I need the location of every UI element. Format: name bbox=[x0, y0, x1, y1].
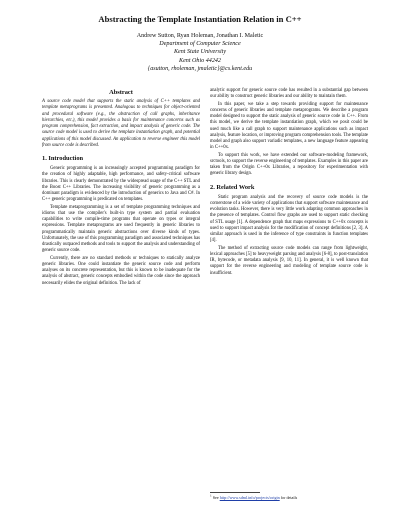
intro-paragraph-5: To support this work, we have extended our software-modeling framework, srctools, to support the reverse engineering of templates. Examples in this paper are taken from the Origin C++0x Libraries, a repository for experimentation with generic library design. bbox=[210, 152, 368, 177]
intro-continued-paragraph: analytic support for generic source code has resulted in a substantial gap between our ability to construct generic libraries and our ability to maintain them. bbox=[210, 88, 368, 100]
intro-paragraph-1: Generic programming is an increasingly accepted programming paradigm for the creation of highly adaptable, high performance, and safety-critical software libraries. This is clearly demonstrated by the widespread usage of the C++ STL and the Boost C++ Libraries. The increasing visibility of generic programming as a dominant paradigm is evidenced by the introduction of generics to Java and C#. In C++ generic programming is predicated on templates. bbox=[42, 166, 200, 203]
author-names: Andrew Sutton, Ryan Holeman, Jonathan I. Maletic bbox=[136, 33, 264, 39]
footnote-rule bbox=[210, 492, 260, 493]
intro-paragraph-2: Template metaprogramming is a set of template programming techniques and idioms that use the compiler's built-in type system and partial evaluation capabilities to write compile-time programs that operate on types or integral expressions. Template metaprograms are used frequently in generic libraries to programmatically maintain generic abstractions over diverse kinds of types. Unfortunately, the use of this programming paradigm and associated techniques has drastically outpaced methods and tools to support the analysis and understanding of generic source code. bbox=[42, 204, 200, 254]
footnote-prefix: See bbox=[212, 495, 219, 500]
footnote bbox=[210, 492, 368, 500]
university: Kent State University bbox=[173, 49, 227, 56]
author-block bbox=[0, 32, 400, 73]
abstract-text: A source code model that supports the static analysis of C++ templates and template metaprograms is presented. Analogous to techniques for object-oriented and procedural software (e.g., the abstraction of call graphs, inheritance hierarchies, etc.), this model provides a basis for maintenance concerns such as program comprehension, fact extraction, and impact analysis of generic code. The source code model is used to derive the template instantiation graph, and potential applications of this model discussed. An application to reverse engineer this model from source code is described. bbox=[42, 99, 200, 148]
left-column bbox=[42, 88, 200, 287]
footnote-suffix: for details bbox=[280, 495, 298, 500]
department: Department of Computer Science bbox=[159, 41, 241, 48]
footnote-link[interactable]: http://www.sdml.info/projects/origin bbox=[219, 495, 280, 500]
section-heading-related-work: 2. Related Work bbox=[210, 183, 255, 191]
address: Kent Ohio 44242 bbox=[179, 57, 221, 64]
right-column bbox=[210, 88, 368, 277]
section-heading-introduction: 1. Introduction bbox=[42, 155, 84, 162]
footnote-marker: 1 bbox=[210, 493, 212, 498]
intro-paragraph-3: Currently, there are no standard methods or techniques to statically analyze generic libraries. One could instantiate the generic source code and perform analyses on its concrete representation, but this is known to be inadequate for the analysis of abstract, generic concepts embodied within the code since the approach necessarily elides the original definition. The lack of bbox=[42, 255, 200, 286]
related-work-paragraph-2: The method of extracting source code models can range from lightweight, lexical approaches [5] to heavyweight parsing and analysis [6-8], to post-translation IR, bytecode, or metadata analysis [9, 10, 11]. In general, it is well known that support for the reverse engineering and modeling of template source code is insufficient. bbox=[210, 245, 368, 276]
paper-title: Abstracting the Template Instantiation Relation in C++ bbox=[98, 14, 302, 24]
intro-paragraph-4: In this paper, we take a step towards providing support for maintenance concerns of generic libraries and template metaprograms. We describe a program model designed to support the static analysis of generic source code in C++. From this model, we derive the template instantiation graph, which we posit could be used much like a call graph to support maintenance applications such as impact analysis, feature location, or improving program comprehension tools. The template model and graph also support variadic templates, a new language feature appearing in C++0x. bbox=[210, 101, 368, 151]
author-emails: {asutton, rholeman, jmaletic}@cs.kent.edu bbox=[147, 65, 253, 72]
related-work-paragraph-1: Static program analysis and the recovery of source code models is the cornerstone of a wide variety of applications that support software maintenance and evolution tasks. However, there is very little work adapting common approaches in the presence of templates. Control flow graphs are used to support static checking of STL usage [1]. A dependence graph that maps expressions to C++0x concepts is used to support impact analysis for the modification of concept definitions [2, 3]. A similar approach is used in the inference of type constraints in function templates [4]. bbox=[210, 194, 368, 244]
abstract-heading: Abstract bbox=[109, 89, 133, 96]
